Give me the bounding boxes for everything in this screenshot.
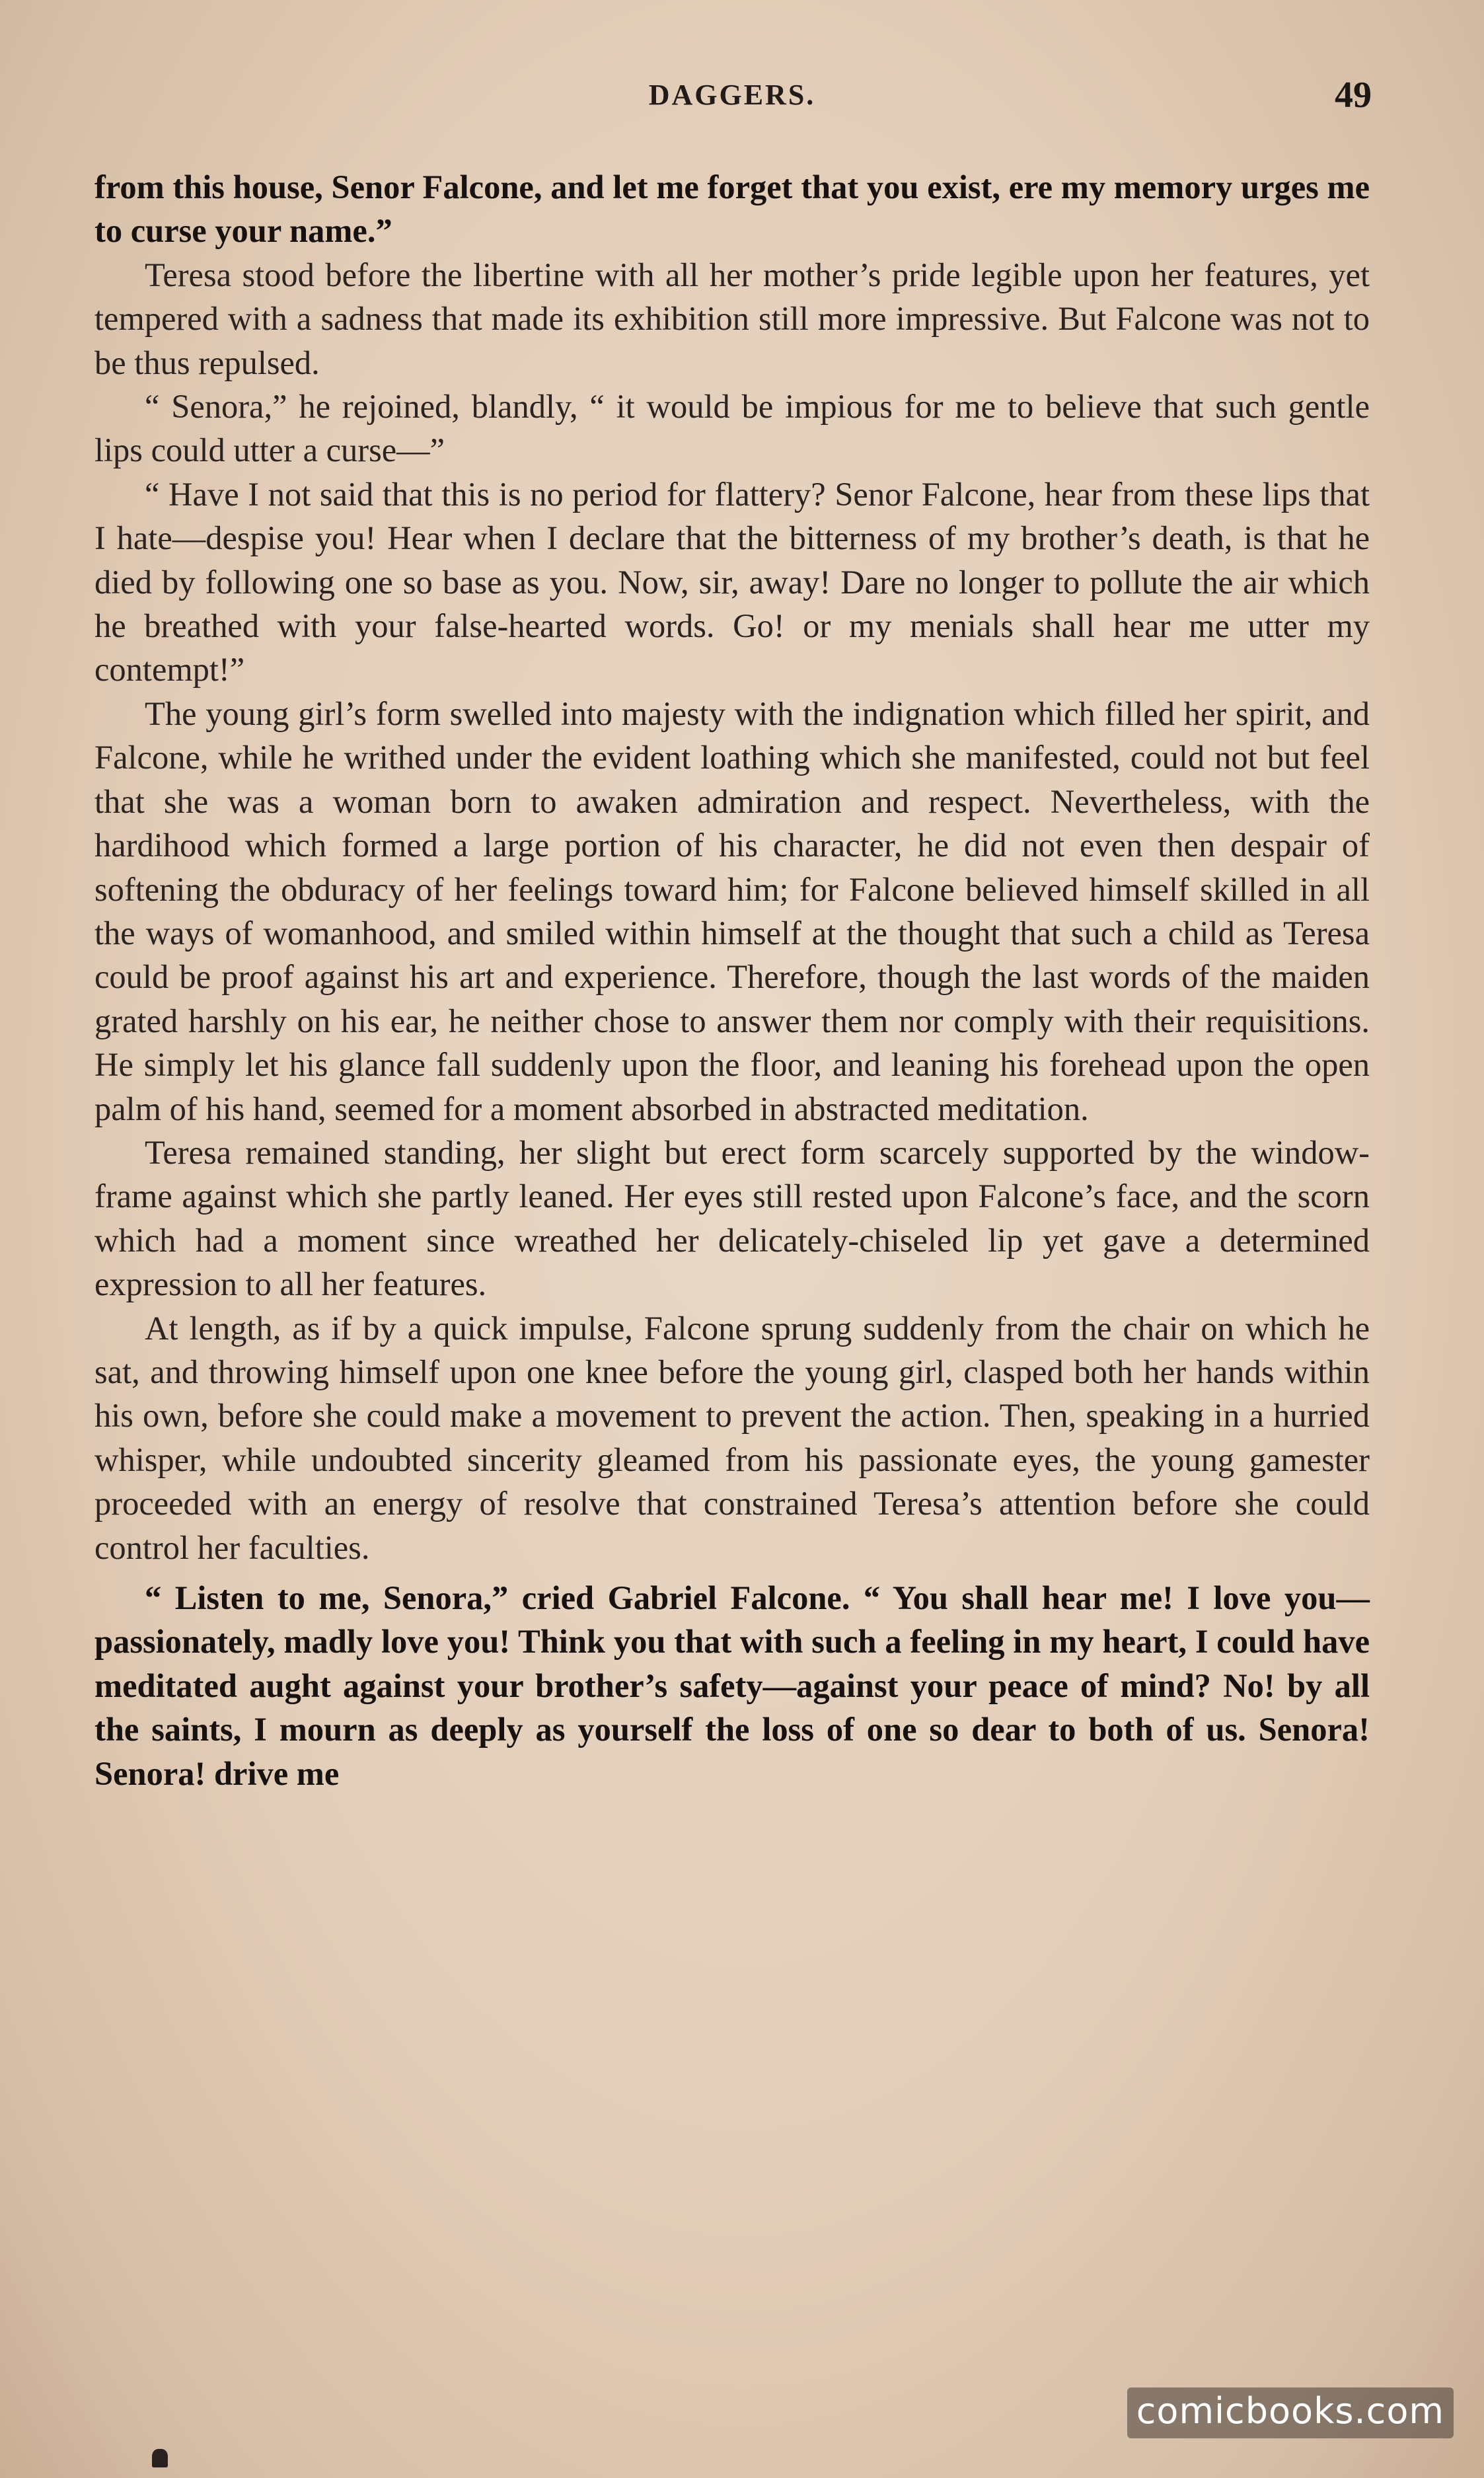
paragraph-2: Teresa stood before the libertine with all her mother’s pride legible upon her features, yet tempered with a sadness that made its exhibition still more impressive. But Falcone was not to be thus repulsed. <box>94 256 1370 381</box>
page-edge-mark <box>152 2449 168 2467</box>
running-title: DAGGERS. <box>648 79 816 111</box>
page-header <box>93 75 1372 124</box>
watermark-logo: comicbooks.com <box>1127 2387 1454 2438</box>
paragraph-6: Teresa remained standing, her slight but erect form scarcely supported by the window-frame against which she partly leaned. Her eyes still rested upon Falcone’s face, and the scorn which had a moment since wreathed her delicately-chiseled lip yet gave a determined expression to all her features. <box>94 1133 1370 1303</box>
paragraph-7: At length, as if by a quick impulse, Falcone sprung suddenly from the chair on which he sat, and throwing himself upon one knee before the young girl, clasped both her hands within his own, before she could make a movement to prevent the action. Then, speaking in a hurried whisper, while undoubted sincerity gleamed from his passionate eyes, the young gamester proceeded with an energy of resolve that constrained Teresa’s attention before she could control her faculties. <box>94 1309 1370 1566</box>
page-number: 49 <box>1335 75 1372 116</box>
paragraph-3: “ Senora,” he rejoined, blandly, “ it would be impious for me to believe that such gentle lips could utter a curse—” <box>94 388 1370 469</box>
paragraph-8: “ Listen to me, Senora,” cried Gabriel Falcone. “ You shall hear me! I love you—passionately, madly love you! Think you that with such a feeling in my heart, I could have meditated aught against your brother’s safety—against your peace of mind? No! by all the saints, I mourn as deeply as yourself the loss of one so dear to both of us. Senora! Senora! drive me <box>94 1579 1370 1792</box>
body-text <box>94 165 1370 1795</box>
paragraph-4: “ Have I not said that this is no period for flattery? Senor Falcone, hear from these lips that I hate—despise you! Hear when I declare that the bitterness of my brother’s death, is that he died by following one so base as you. Now, sir, away! Dare no longer to pollute the air which he breathed with your false-hearted words. Go! or my menials shall hear me utter my contempt!” <box>94 475 1370 689</box>
paragraph-5: The young girl’s form swelled into majesty with the indignation which filled her spirit, and Falcone, while he writhed under the evident loathing which she manifested, could not but feel that she was a woman born to awaken admiration and respect. Nevertheless, with the hardihood which formed a large portion of his character, he did not even then despair of softening the obduracy of her feelings toward him; for Falcone believed himself skilled in all the ways of womanhood, and smiled within himself at the thought that such a child as Teresa could be proof against his art and experience. Therefore, though the last words of the maiden grated harshly on his ear, he neither chose to answer them nor comply with their requisitions. He simply let his glance fall suddenly upon the floor, and leaning his forehead upon the open palm of his hand, seemed for a moment absorbed in abstracted meditation. <box>94 695 1370 1127</box>
paragraph-1: from this house, Senor Falcone, and let me forget that you exist, ere my memory urges me to curse your name.” <box>94 169 1370 250</box>
